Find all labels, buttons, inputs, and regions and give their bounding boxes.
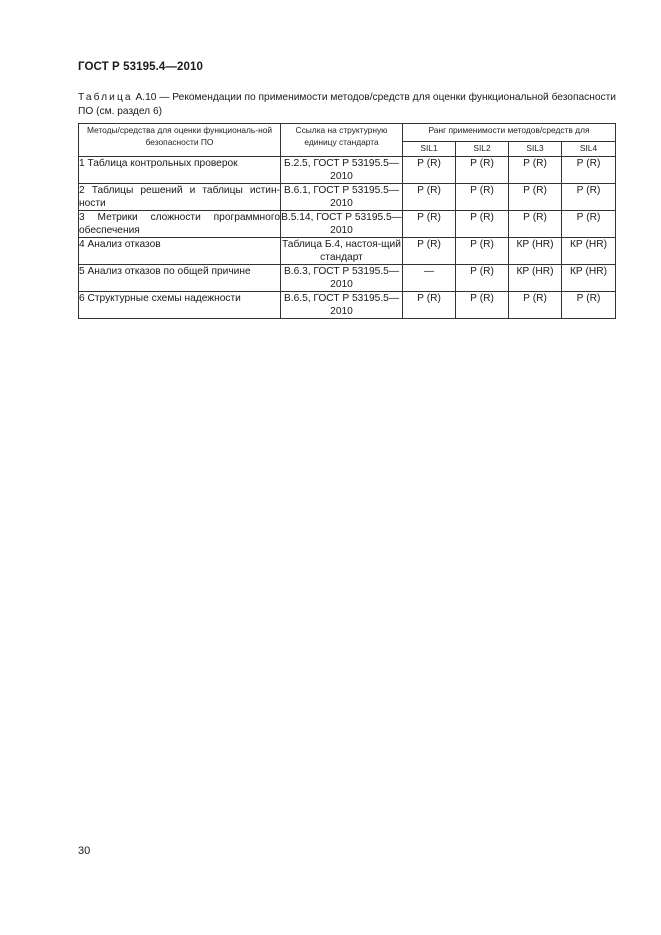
table-caption-label: Таблица [78, 92, 133, 103]
table-row [79, 265, 616, 292]
table-row [79, 211, 616, 238]
cell-method: 5 Анализ отказов по общей причине [79, 265, 281, 292]
header-sil4: SIL4 [562, 141, 616, 156]
document-header: ГОСТ Р 53195.4—2010 [78, 61, 203, 73]
header-sil1: SIL1 [403, 141, 456, 156]
cell-method: 3 Метрики сложности программного обеспечения [79, 212, 280, 236]
cell-rank-sil4: Р (R) [562, 292, 616, 319]
table-row [79, 292, 616, 319]
cell-rank-sil3: КР (HR) [509, 265, 562, 292]
cell-reference: В.5.14, ГОСТ Р 53195.5—2010 [281, 212, 402, 236]
header-rank: Ранг применимости методов/средств для [403, 124, 616, 142]
cell-rank-sil1: Р (R) [403, 292, 456, 319]
cell-rank-sil2: Р (R) [456, 265, 509, 292]
header-reference: Ссылка на структурную единицу стандарта [281, 124, 403, 157]
cell-rank-sil2: Р (R) [456, 238, 509, 265]
table-row [79, 157, 616, 184]
cell-rank-sil1: Р (R) [403, 238, 456, 265]
cell-rank-sil2: Р (R) [456, 184, 509, 211]
cell-rank-sil1: Р (R) [403, 157, 456, 184]
cell-method: 4 Анализ отказов [79, 238, 281, 265]
cell-rank-sil2: Р (R) [456, 211, 509, 238]
cell-rank-sil2: Р (R) [456, 157, 509, 184]
cell-method: 6 Структурные схемы надежности [79, 292, 281, 319]
cell-rank-sil4: КР (HR) [562, 238, 616, 265]
cell-reference: В.6.3, ГОСТ Р 53195.5—2010 [281, 265, 403, 292]
cell-rank-sil3: Р (R) [509, 211, 562, 238]
header-sil2: SIL2 [456, 141, 509, 156]
cell-rank-sil3: Р (R) [509, 157, 562, 184]
header-sil3: SIL3 [509, 141, 562, 156]
cell-method: 1 Таблица контрольных проверок [79, 157, 281, 184]
cell-rank-sil3: Р (R) [509, 292, 562, 319]
table-caption [78, 91, 616, 119]
header-method: Методы/средства для оценки функциональ-ной безопасности ПО [79, 124, 281, 157]
cell-rank-sil1: — [403, 265, 456, 292]
page-number: 30 [78, 845, 91, 857]
cell-reference: Таблица Б.4, настоя-щий стандарт [282, 239, 401, 263]
cell-rank-sil2: Р (R) [456, 292, 509, 319]
table-row [79, 238, 616, 265]
cell-rank-sil3: Р (R) [509, 184, 562, 211]
table-header-row [79, 124, 616, 142]
recommendations-table [78, 123, 616, 319]
cell-rank-sil4: Р (R) [562, 184, 616, 211]
cell-reference: Б.2.5, ГОСТ Р 53195.5—2010 [281, 157, 403, 184]
cell-rank-sil4: КР (HR) [562, 265, 616, 292]
cell-rank-sil1: Р (R) [403, 211, 456, 238]
cell-rank-sil3: КР (HR) [509, 238, 562, 265]
cell-rank-sil4: Р (R) [562, 211, 616, 238]
cell-method: 2 Таблицы решений и таблицы истин-ности [79, 185, 280, 209]
cell-reference: В.6.1, ГОСТ Р 53195.5—2010 [281, 184, 403, 211]
cell-rank-sil1: Р (R) [403, 184, 456, 211]
table-caption-text: А.10 — Рекомендации по применимости методов/средств для оценки функциональной безопасности ПО (см. раздел 6) [78, 92, 616, 117]
table-row [79, 184, 616, 211]
cell-reference: В.6.5, ГОСТ Р 53195.5—2010 [281, 292, 403, 319]
cell-rank-sil4: Р (R) [562, 157, 616, 184]
